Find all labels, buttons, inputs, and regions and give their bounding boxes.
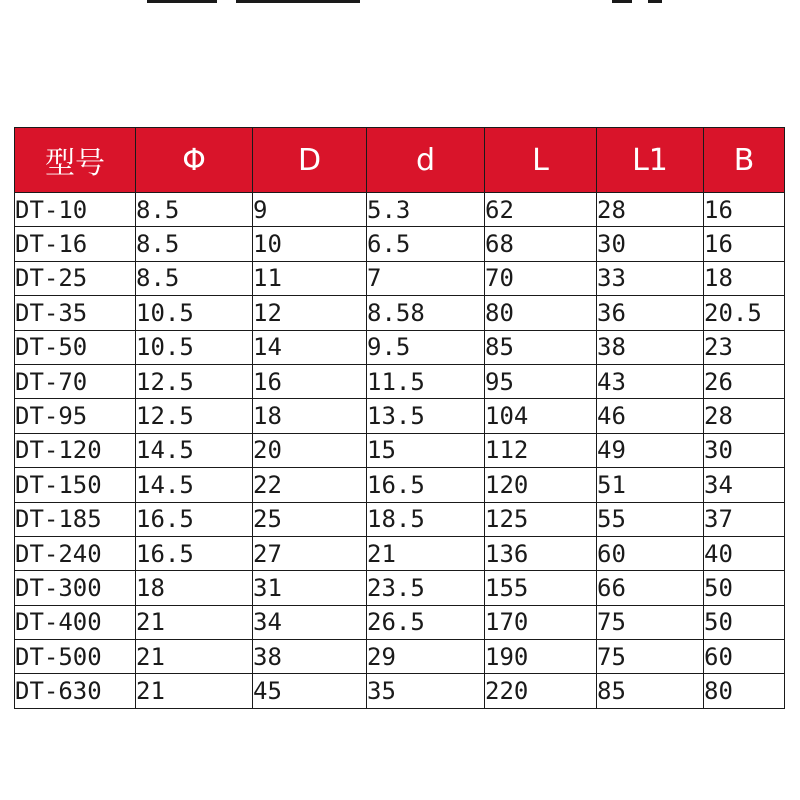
cell-model: DT-240 [15,536,136,570]
cell-d: 16.5 [367,468,485,502]
cell-phi: 21 [136,640,253,674]
cell-d: 7 [367,261,485,295]
spec-table [14,127,785,709]
cell-L: 62 [485,193,597,227]
cell-L: 190 [485,640,597,674]
cell-model: DT-400 [15,605,136,639]
cell-B: 16 [704,227,785,261]
cell-L1: 75 [597,605,704,639]
cell-phi: 12.5 [136,399,253,433]
cell-D: 45 [253,674,367,708]
cell-L1: 66 [597,571,704,605]
cell-phi: 8.5 [136,261,253,295]
cell-phi: 8.5 [136,193,253,227]
table-row [15,433,785,467]
cell-L1: 55 [597,502,704,536]
cell-d: 21 [367,536,485,570]
cell-L: 155 [485,571,597,605]
cell-L: 95 [485,364,597,398]
cell-D: 12 [253,296,367,330]
cell-L1: 38 [597,330,704,364]
cell-phi: 21 [136,605,253,639]
cell-B: 37 [704,502,785,536]
cell-model: DT-150 [15,468,136,502]
table-row [15,399,785,433]
cropped-text-fragment [648,0,662,3]
cell-phi: 16.5 [136,502,253,536]
column-header-L1: L1 [597,128,704,193]
cell-L: 85 [485,330,597,364]
cell-phi: 12.5 [136,364,253,398]
spec-table-body [15,193,785,709]
cell-d: 9.5 [367,330,485,364]
cell-D: 10 [253,227,367,261]
column-header-B: B [704,128,785,193]
cell-B: 18 [704,261,785,295]
column-header-L: L [485,128,597,193]
cell-B: 30 [704,433,785,467]
cell-D: 31 [253,571,367,605]
cell-L: 80 [485,296,597,330]
table-row [15,536,785,570]
cell-D: 18 [253,399,367,433]
cell-D: 14 [253,330,367,364]
cropped-text-fragment [236,0,360,3]
cell-L: 170 [485,605,597,639]
cell-B: 20.5 [704,296,785,330]
table-row [15,296,785,330]
cell-L: 220 [485,674,597,708]
header-row [15,128,785,193]
cell-d: 8.58 [367,296,485,330]
cell-d: 5.3 [367,193,485,227]
cell-B: 50 [704,605,785,639]
cell-d: 29 [367,640,485,674]
table-row [15,605,785,639]
cell-L1: 85 [597,674,704,708]
cell-L1: 46 [597,399,704,433]
cell-L1: 33 [597,261,704,295]
cell-model: DT-25 [15,261,136,295]
cropped-text-fragment [612,0,632,3]
cell-d: 35 [367,674,485,708]
cell-D: 9 [253,193,367,227]
cell-D: 22 [253,468,367,502]
cell-L1: 60 [597,536,704,570]
cell-d: 11.5 [367,364,485,398]
cell-model: DT-50 [15,330,136,364]
cell-L1: 75 [597,640,704,674]
cell-D: 25 [253,502,367,536]
cell-model: DT-10 [15,193,136,227]
cell-B: 40 [704,536,785,570]
cell-B: 34 [704,468,785,502]
cell-model: DT-500 [15,640,136,674]
cell-model: DT-35 [15,296,136,330]
cell-L1: 30 [597,227,704,261]
cell-B: 16 [704,193,785,227]
cell-phi: 10.5 [136,330,253,364]
cell-model: DT-185 [15,502,136,536]
column-header-d: d [367,128,485,193]
cell-d: 23.5 [367,571,485,605]
cell-phi: 8.5 [136,227,253,261]
cell-D: 34 [253,605,367,639]
column-header-phi: Φ [136,128,253,193]
table-row [15,468,785,502]
cell-model: DT-630 [15,674,136,708]
cell-model: DT-16 [15,227,136,261]
cell-model: DT-95 [15,399,136,433]
column-header-D: D [253,128,367,193]
table-row [15,502,785,536]
cropped-text-fragment [147,0,217,3]
cell-model: DT-70 [15,364,136,398]
cell-B: 80 [704,674,785,708]
cell-L1: 43 [597,364,704,398]
cell-phi: 10.5 [136,296,253,330]
cell-D: 16 [253,364,367,398]
table-row [15,571,785,605]
cell-L1: 28 [597,193,704,227]
cell-B: 50 [704,571,785,605]
cell-L: 68 [485,227,597,261]
cell-phi: 21 [136,674,253,708]
cell-d: 13.5 [367,399,485,433]
cell-d: 15 [367,433,485,467]
cell-B: 23 [704,330,785,364]
table-row [15,330,785,364]
cell-L1: 51 [597,468,704,502]
column-header-model: 型号 [15,128,136,193]
cell-d: 6.5 [367,227,485,261]
cell-D: 20 [253,433,367,467]
table-row [15,261,785,295]
cell-L: 104 [485,399,597,433]
cell-model: DT-300 [15,571,136,605]
cell-d: 18.5 [367,502,485,536]
cell-D: 11 [253,261,367,295]
cell-D: 27 [253,536,367,570]
cell-D: 38 [253,640,367,674]
cell-B: 28 [704,399,785,433]
cell-phi: 18 [136,571,253,605]
table-row [15,674,785,708]
cell-B: 26 [704,364,785,398]
table-row [15,640,785,674]
cell-L1: 36 [597,296,704,330]
table-row [15,193,785,227]
cell-L: 112 [485,433,597,467]
cell-phi: 14.5 [136,433,253,467]
cell-L1: 49 [597,433,704,467]
cell-L: 120 [485,468,597,502]
cell-d: 26.5 [367,605,485,639]
cropped-top-strip [0,0,800,12]
spec-table-header [15,128,785,193]
cell-L: 70 [485,261,597,295]
table-row [15,227,785,261]
table-row [15,364,785,398]
cell-B: 60 [704,640,785,674]
cell-model: DT-120 [15,433,136,467]
cell-L: 136 [485,536,597,570]
cell-phi: 14.5 [136,468,253,502]
cell-L: 125 [485,502,597,536]
cell-phi: 16.5 [136,536,253,570]
